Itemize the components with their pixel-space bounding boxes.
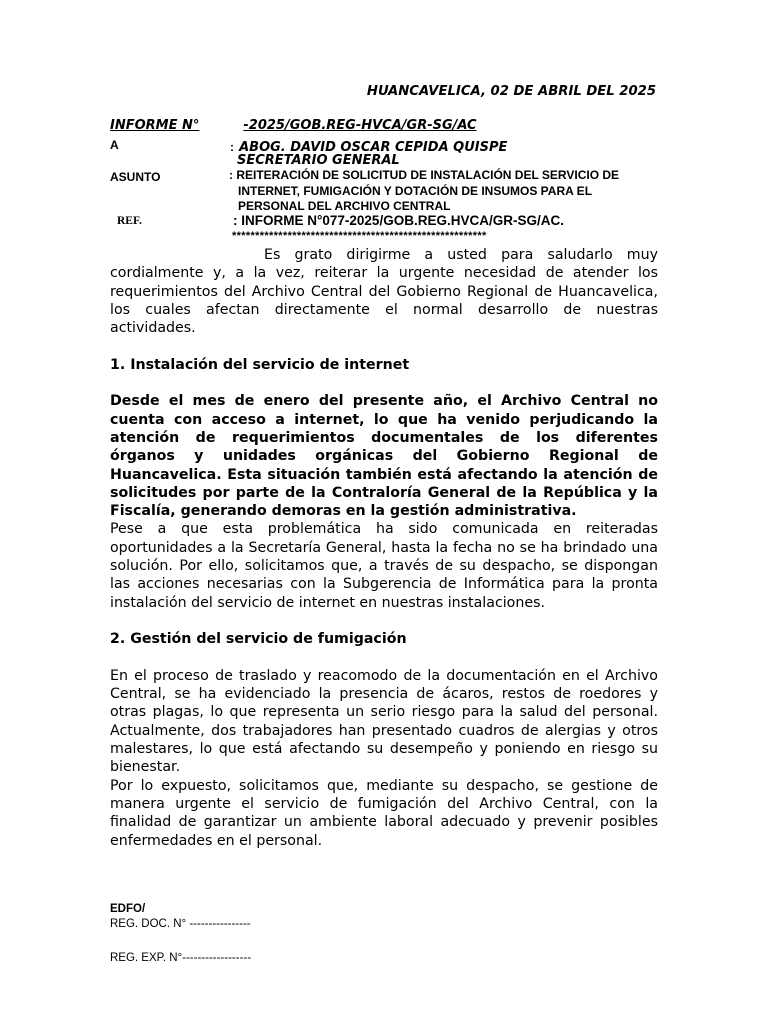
- document-body: [110, 246, 658, 850]
- subject-text: [229, 168, 661, 215]
- reference-label: REF.: [117, 215, 142, 227]
- recipient-name: ABOG. DAVID OSCAR CEPIDA QUISPE: [239, 140, 508, 155]
- recipient-label: A: [110, 138, 119, 152]
- informe-code: -2025/GOB.REG-HVCA/GR-SG/AC: [243, 118, 477, 133]
- recipient-colon: :: [230, 140, 234, 154]
- subject-value: : REITERACIÓN DE SOLICITUD DE INSTALACIÓN DEL SERVICIO DE INTERNET, FUMIGACIÓN Y DOTACIÓN DE INSUMOS PARA EL PERSONAL DEL ARCHIVO CENTRAL: [229, 168, 620, 213]
- informe-number: [110, 118, 477, 133]
- section-2-paragraph-2: Por lo expuesto, solicitamos que, mediante su despacho, se gestione de manera urgente el servicio de fumigación del Archivo Central, con la finalidad de garantizar un ambiente laboral adecuado y prevenir posibles enfermedades en el personal.: [110, 777, 658, 849]
- separator-line: *******************************************************: [232, 230, 487, 242]
- document-footer: [110, 902, 251, 966]
- section-1-paragraph: Pese a que esta problemática ha sido comunicada en reiteradas oportunidades a la Secretaría General, hasta la fecha no se ha brindado una solución. Por ello, solicitamos que, a través de su despacho, se dispongan las acciones necesarias con la Subgerencia de Informática para la pronta instalación del servicio de internet en nuestras instalaciones.: [110, 521, 658, 611]
- informe-label: INFORME N°: [110, 118, 200, 133]
- author-initials: EDFO/: [110, 903, 146, 915]
- section-1-heading: 1. Instalación del servicio de internet: [110, 356, 410, 373]
- section-1-bold-paragraph: Desde el mes de enero del presente año, el Archivo Central no cuenta con acceso a internet, lo que ha venido perjudicando la atención de requerimientos documentales de los diferentes órganos y unidades orgánicas del Gobierno Regional de Huancavelica. Esta situación también está afectando la atención de solicitudes por parte de la Contraloría General de la República y la Fiscalía, generando demoras en la gestión administrativa.: [110, 393, 658, 520]
- reg-exp-number: REG. EXP. N°------------------: [110, 952, 252, 964]
- section-2-paragraph-1: En el proceso de traslado y reacomodo de la documentación en el Archivo Central, se ha evidenciado la presencia de ácaros, restos de roedores y otras plagas, lo que representa un serio riesgo para la salud del personal. Actualmente, dos trabajadores han presentado cuadros de alergias y otros malestares, lo que está afectando su desempeño y poniendo en riesgo su bienestar.: [110, 667, 658, 776]
- reg-doc-number: REG. DOC. N° ----------------: [110, 918, 251, 930]
- reference-value: : INFORME N°077-2025/GOB.REG.HVCA/GR-SG/AC.: [233, 213, 564, 228]
- section-2-heading: 2. Gestión del servicio de fumigación: [110, 631, 407, 648]
- intro-paragraph: Es grato dirigirme a usted para saludarlo muy cordialmente y, a la vez, reiterar la urgente necesidad de atender los requerimientos del Archivo Central del Gobierno Regional de Huancavelica, los cuales afectan directamente el normal desarrollo de nuestras actividades.: [110, 247, 658, 337]
- document-date: HUANCAVELICA, 02 DE ABRIL DEL 2025: [366, 84, 656, 99]
- recipient-title: SECRETARIO GENERAL: [237, 153, 400, 168]
- subject-label: ASUNTO: [110, 170, 161, 184]
